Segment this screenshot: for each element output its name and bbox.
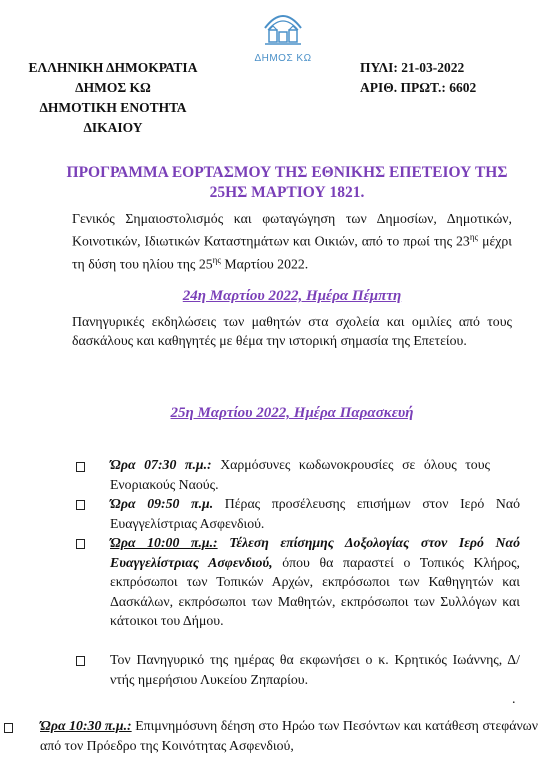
document-title bbox=[20, 163, 554, 203]
checkbox-icon bbox=[76, 656, 85, 666]
day1-heading: 24η Μαρτίου 2022, Ημέρα Πέμπτη bbox=[182, 288, 402, 304]
schedule-item bbox=[110, 455, 490, 494]
issuer-line-municipality: ΔΗΜΟΣ ΚΩ bbox=[75, 80, 151, 95]
logo-emblem-icon bbox=[261, 8, 305, 48]
schedule-item bbox=[110, 494, 520, 533]
schedule-item bbox=[40, 716, 538, 755]
item-text: όπου θα παραστεί ο Τοπικός Κλήρος, εκπρόσωποι των Τοπικών Αρχών, εκπρόσωποι των Καθηγητών και Δασκάλων, εκπρόσωποι των Μαθητών, εκπρόσωποι των Συλλόγων και κάτοικοι του Δήμου. bbox=[110, 554, 520, 628]
checkbox-icon bbox=[76, 462, 85, 472]
schedule-item bbox=[110, 650, 520, 689]
item-time: Ώρα 10:00 π.μ.: bbox=[110, 535, 218, 550]
document-date: ΠΥΛΙ: 21-03-2022 bbox=[360, 60, 465, 75]
intro-superscript: ης bbox=[469, 232, 479, 242]
municipality-logo bbox=[248, 8, 318, 64]
logo-caption: ΔΗΜΟΣ ΚΩ bbox=[254, 53, 312, 64]
checkbox-icon bbox=[76, 500, 85, 510]
issuer-block bbox=[8, 58, 218, 138]
title-line-2: 25ΗΣ ΜΑΡΤΙΟΥ 1821. bbox=[209, 184, 365, 201]
checkbox-icon bbox=[4, 723, 13, 733]
intro-text-end: Μαρτίου 2022. bbox=[220, 256, 309, 272]
protocol-number: ΑΡΙΘ. ΠΡΩΤ.: 6602 bbox=[360, 80, 477, 95]
intro-paragraph bbox=[72, 209, 512, 273]
item-text: Πέρας προσέλευσης επισήμων στον Ιερό Ναό Ευαγγελίστριας Ασφενδιού. bbox=[110, 496, 520, 531]
intro-superscript-2: ης bbox=[212, 254, 221, 265]
intro-text-cont: μέχρι τη δύση του ηλίου της 25 bbox=[72, 233, 512, 272]
item-text: Τον Πανηγυρικό της ημέρας θα εκφωνήσει ο κ. Κρητικός Ιωάννης, Δ/ντής ημερήσιου Λυκείου Ζηπαρίου. bbox=[110, 652, 520, 687]
checkbox-icon bbox=[76, 539, 85, 549]
title-line-1: ΠΡΟΓΡΑΜΜΑ ΕΟΡΤΑΣΜΟΥ ΤΗΣ ΕΘΝΙΚΗΣ ΕΠΕΤΕΙΟΥ ΤΗΣ bbox=[66, 164, 508, 181]
issuer-line-district: ΔΙΚΑΙΟΥ bbox=[83, 120, 143, 135]
day2-heading: 25η Μαρτίου 2022, Ημέρα Παρασκευή bbox=[170, 405, 414, 421]
issuer-line-unit: ΔΗΜΟΤΙΚΗ ΕΝΟΤΗΤΑ bbox=[39, 100, 187, 115]
intro-text: Γενικός Σημαιοστολισμός και φωταγώγηση των Δημοσίων, Δημοτικών, Κοινοτικών, Ιδιωτικών Καταστημάτων και Οικιών, από το πρωί της 23 bbox=[72, 211, 512, 249]
item-time: Ώρα 09:50 π.μ. bbox=[110, 496, 214, 511]
item-time: Ώρα 10:30 π.μ.: bbox=[40, 718, 132, 733]
item-text: Επιμνημόσυνη δέηση στο Ηρώο των Πεσόντων και κατάθεση στεφάνων από τον Πρόεδρο της Κοινότητας Ασφενδιού, bbox=[40, 718, 538, 753]
trailing-dot: . bbox=[512, 692, 516, 707]
day1-paragraph: Πανηγυρικές εκδηλώσεις των μαθητών στα σχολεία και ομιλίες από τους δασκάλους και καθηγητές με θέμα την ιστορική σημασία της Επετείου. bbox=[72, 314, 512, 348]
item-text: Χαρμόσυνες κωδωνοκρουσίες σε όλους τους Ενοριακούς Ναούς. bbox=[110, 457, 490, 492]
item-bold-text: Τέλεση επίσημης Δοξολογίας στον Ιερό Ναό Ευαγγελίστριας Ασφενδιού, bbox=[110, 535, 520, 570]
item-time: Ώρα 07:30 π.μ.: bbox=[110, 457, 212, 472]
document-reference-block bbox=[360, 58, 550, 98]
schedule-item bbox=[110, 533, 520, 631]
issuer-line-republic: ΕΛΛΗΝΙΚΗ ΔΗΜΟΚΡΑΤΙΑ bbox=[28, 60, 198, 75]
